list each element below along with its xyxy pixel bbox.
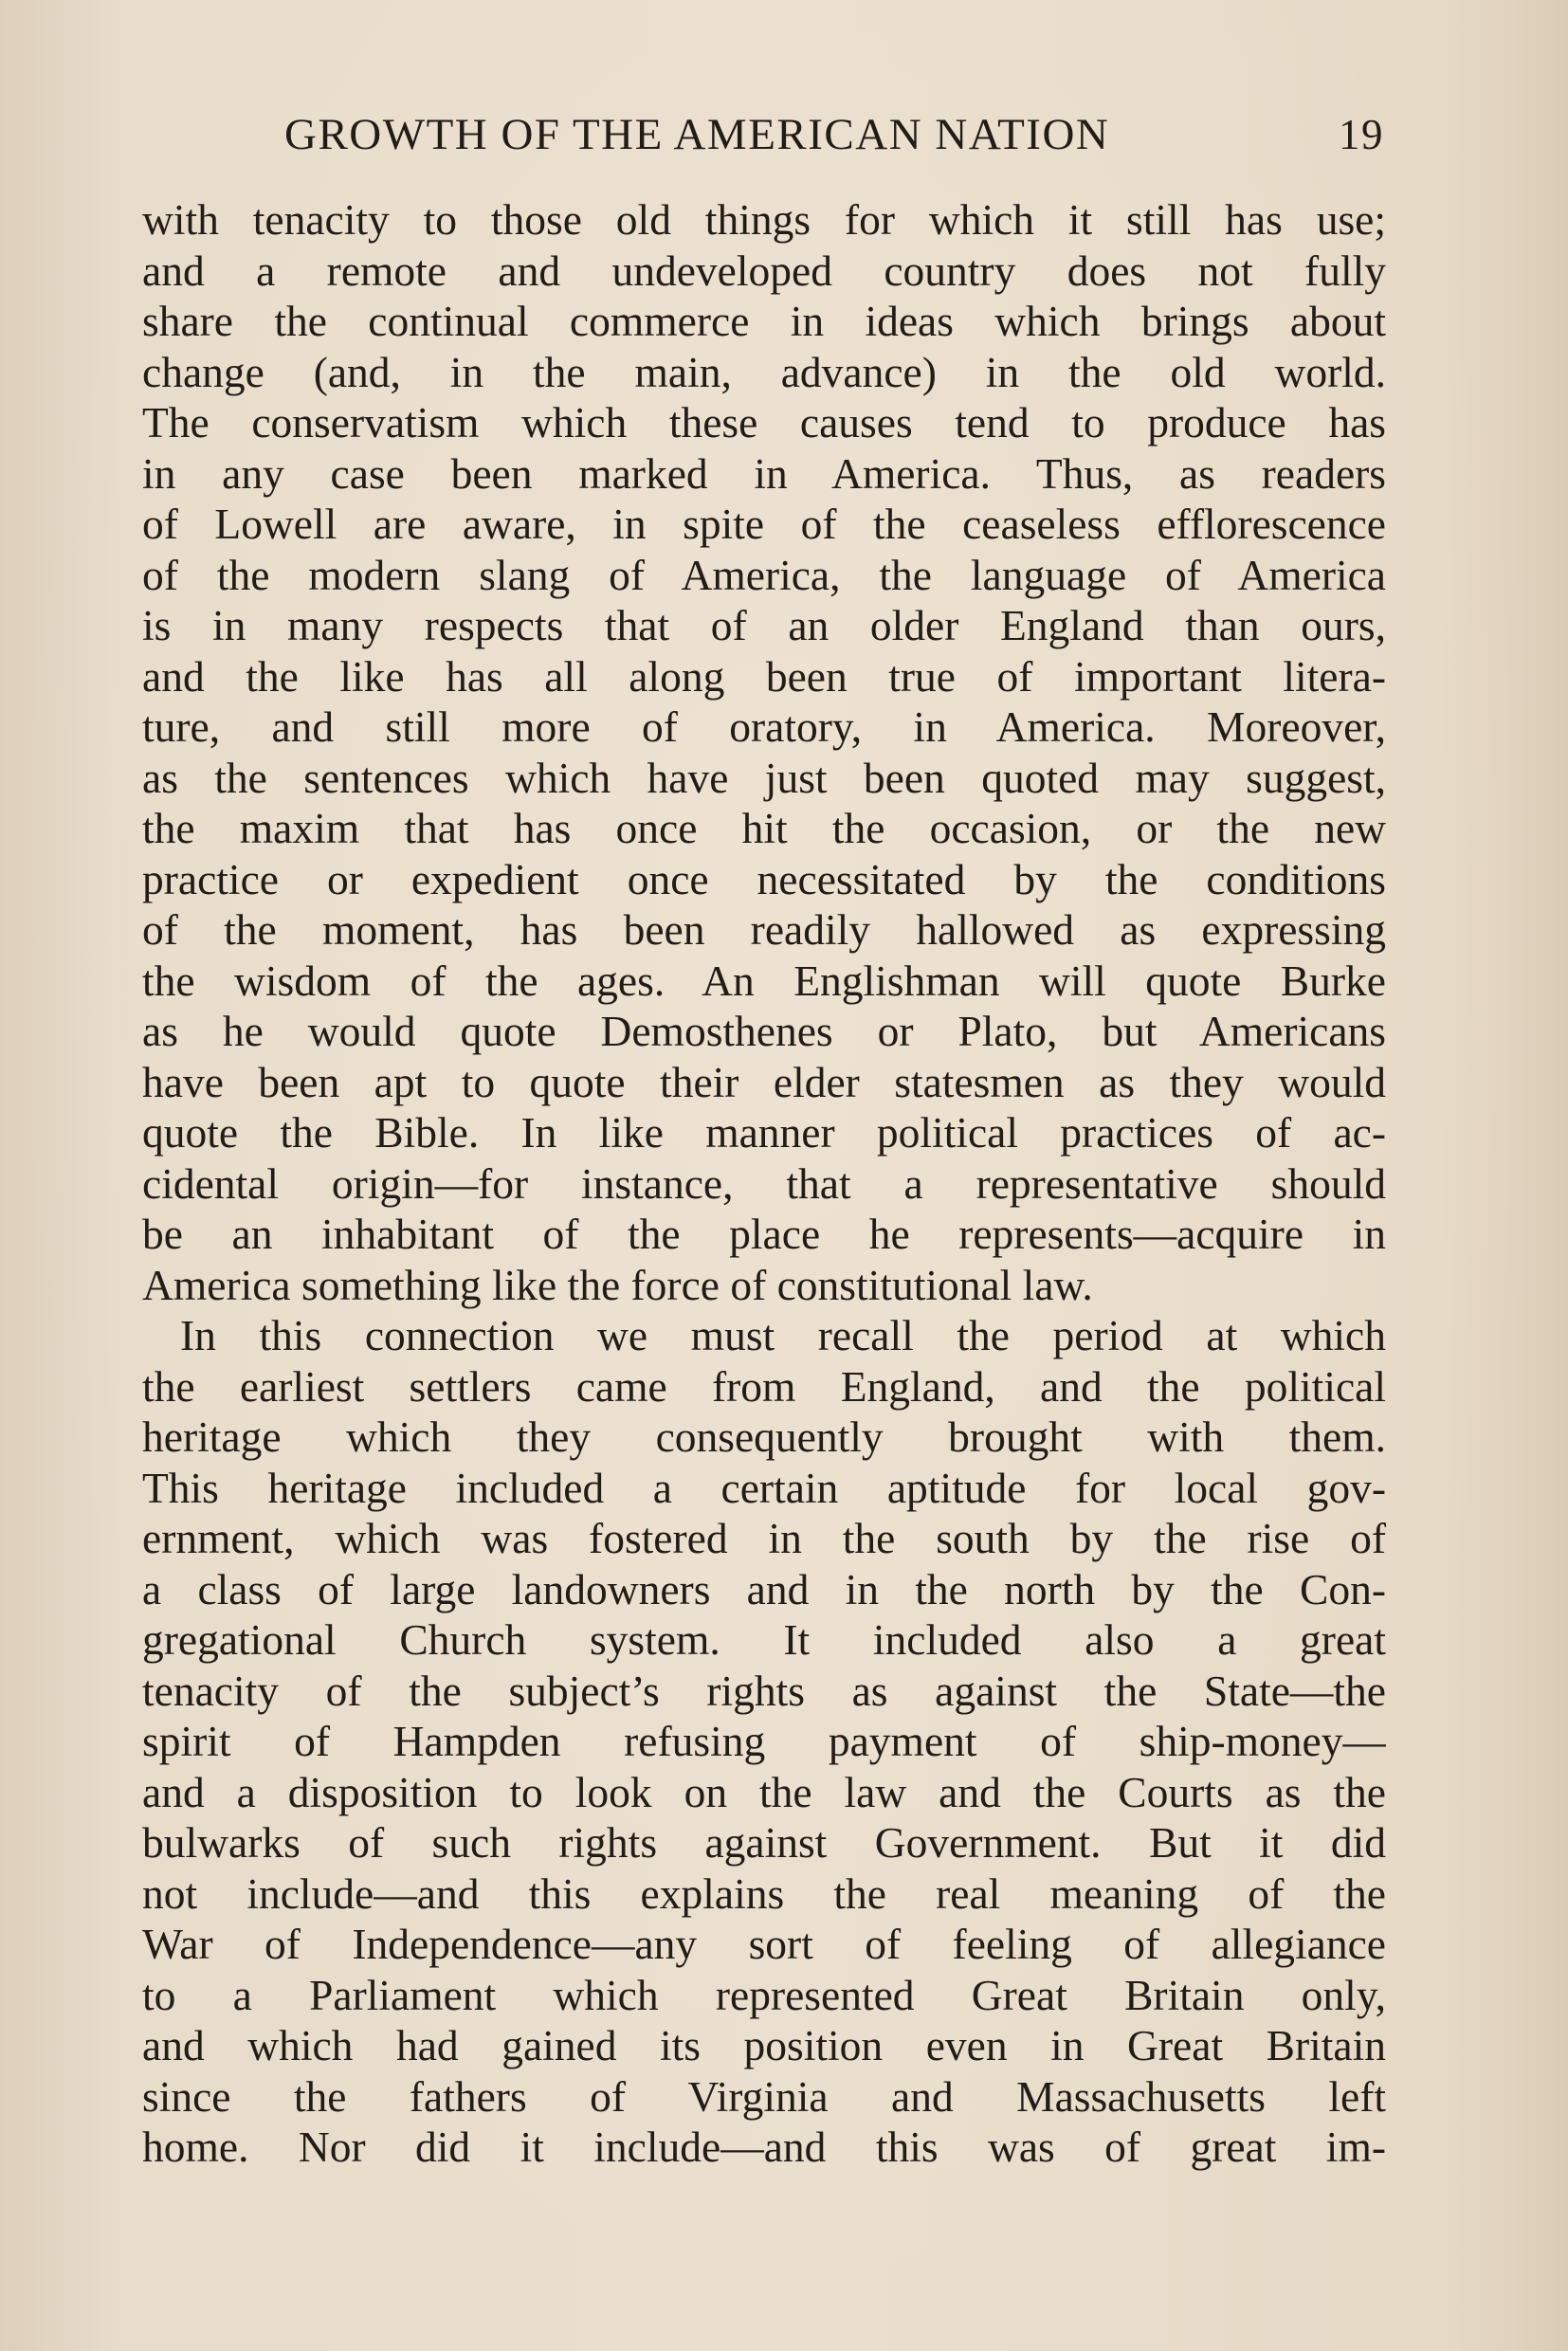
text-line: and a remote and undeveloped country does not fully [142,246,1386,295]
text-line: tenacity of the subject’s rights as against the State—the [142,1666,1386,1715]
text-line: change (and, in the main, advance) in the old world. [142,347,1386,396]
running-title: GROWTH OF THE AMERICAN NATION [284,110,1110,159]
text-line: bulwarks of such rights against Government. But it did [142,1818,1386,1867]
text-line: This heritage included a certain aptitude for local gov- [142,1463,1386,1512]
text-line: a class of large landowners and in the north by the Con- [142,1564,1386,1613]
text-line: of the modern slang of America, the language of America [142,550,1386,599]
text-line: spirit of Hampden refusing payment of ship-money— [142,1717,1386,1765]
page-number: 19 [1339,111,1384,158]
paragraph-end-line: America something like the force of constitutional law. [142,1260,1093,1309]
text-line: the earliest settlers came from England, and the political [142,1361,1386,1411]
text-line: practice or expedient once necessitated by the conditions [142,854,1386,903]
text-line: be an inhabitant of the place he represents—acquire in [142,1210,1386,1258]
text-line: not include—and this explains the real meaning of the [142,1868,1386,1918]
text-line: with tenacity to those old things for which it still has use; [142,195,1386,244]
text-line: to a Parliament which represented Great Britain only, [142,1970,1386,2019]
text-line: and the like has all along been true of important litera- [142,651,1386,701]
text-line: of the moment, has been readily hallowed as expressing [142,905,1386,954]
text-line: ture, and still more of oratory, in America. Moreover, [142,702,1386,751]
text-line: The conservatism which these causes tend to produce has [142,398,1386,447]
text-line: cidental origin—for instance, that a representative should [142,1158,1386,1208]
text-line: heritage which they consequently brought with them. [142,1412,1386,1461]
text-line: home. Nor did it include—and this was of great im- [142,2123,1386,2171]
text-line: share the continual commerce in ideas which brings about [142,297,1386,345]
text-line: as he would quote Demosthenes or Plato, but Americans [142,1007,1386,1055]
text-line: quote the Bible. In like manner political practices of ac- [142,1108,1386,1157]
running-head [284,106,1384,163]
paragraph-start-line: In this connection we must recall the period at which [180,1311,1386,1359]
text-line: in any case been marked in America. Thus, as readers [142,448,1386,498]
body-text [142,194,1386,2173]
text-line: and which had gained its position even in Great Britain [142,2021,1386,2069]
text-line: the maxim that has once hit the occasion, or the new [142,804,1386,852]
text-line: as the sentences which have just been quoted may suggest, [142,753,1386,802]
text-line: the wisdom of the ages. An Englishman will quote Burke [142,956,1386,1005]
text-line: War of Independence—any sort of feeling of allegiance [142,1920,1386,1968]
text-line: of Lowell are aware, in spite of the ceaseless efflorescence [142,500,1386,548]
text-line: since the fathers of Virginia and Massachusetts left [142,2071,1386,2121]
text-line: have been apt to quote their elder statesmen as they would [142,1057,1386,1106]
text-line: gregational Church system. It included also a great [142,1615,1386,1664]
text-line: and a disposition to look on the law and the Courts as the [142,1767,1386,1816]
text-line: ernment, which was fostered in the south by the rise of [142,1514,1386,1562]
text-line: is in many respects that of an older England than ours, [142,601,1386,649]
